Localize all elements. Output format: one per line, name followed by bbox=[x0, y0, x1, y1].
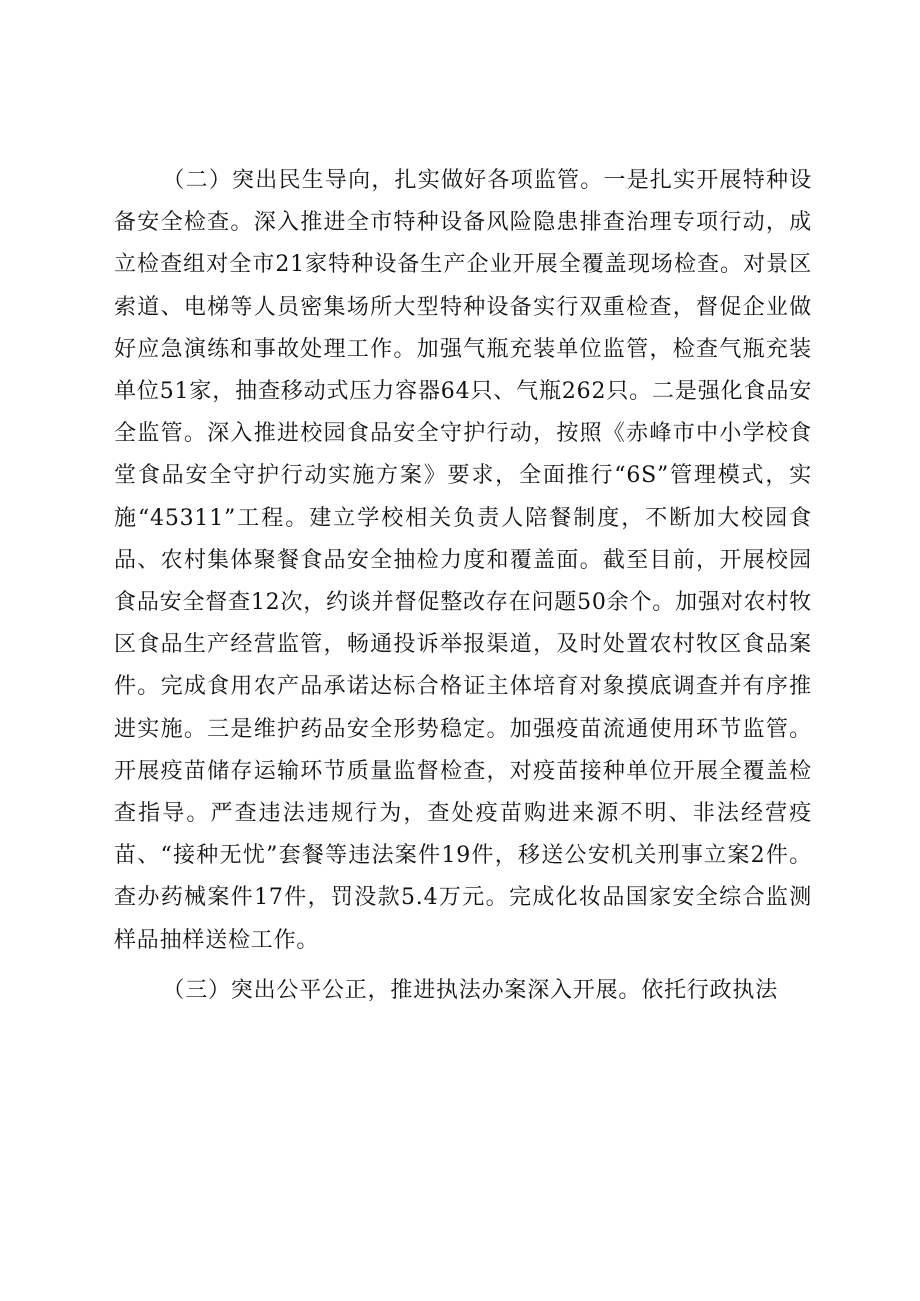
paragraph-law-enforcement: （三）突出公平公正，推进执法办案深入开展。依托行政执法 bbox=[162, 977, 778, 1003]
paragraph-special-supervision: （二）突出民生导向，扎实做好各项监管。一是扎实开展特种设备安全检查。深入推进全市特种设备风险隐患排查治理专项行动，成立检查组对全市21家特种设备生产企业开展全覆盖现场检查。对景区索道、电梯等人员密集场所大型特种设备实行双重检查，督促企业做好应急演练和事故处理工作。加强气瓶充装单位监管，检查气瓶充装单位51家，抽查移动式压力容器64只、气瓶262只。二是强化食品安全监管。深入推进校园食品安全守护行动，按照《赤峰市中小学校食堂食品安全守护行动实施方案》要求，全面推行“6S”管理模式，实施“45311”工程。建立学校相关负责人陪餐制度，不断加大校园食品、农村集体聚餐食品安全抽检力度和覆盖面。截至目前，开展校园食品安全督查12次，约谈并督促整改存在问题50余个。加强对农村牧区食品生产经营监管，畅通投诉举报渠道，及时处置农村牧区食品案件。完成食用农产品承诺达标合格证主体培育对象摸底调查并有序推进实施。三是维护药品安全形势稳定。加强疫苗流通使用环节监管。开展疫苗储存运输环节质量监督检查，对疫苗接种单位开展全覆盖检查指导。严查违法违规行为，查处疫苗购进来源不明、非法经营疫苗、“接种无忧”套餐等违法案件19件，移送公安机关刑事立案2件。查办药械案件17件，罚没款5.4万元。完成化妆品国家安全综合监测样品抽样送检工作。 bbox=[114, 168, 812, 953]
document-body bbox=[114, 160, 812, 1012]
